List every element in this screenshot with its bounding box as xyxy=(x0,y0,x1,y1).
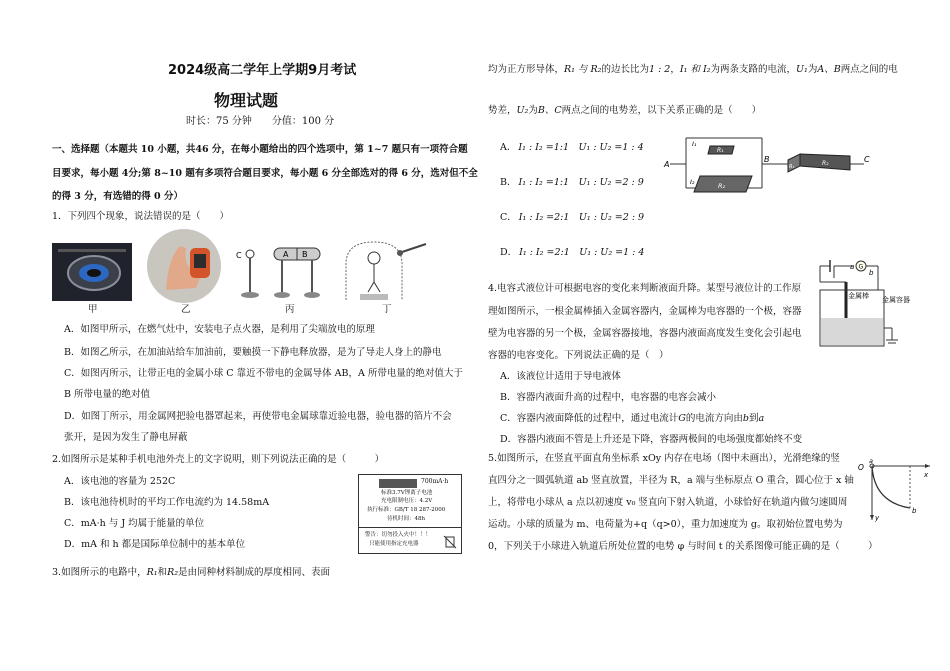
q3-circuit-i1: I₁ xyxy=(692,140,697,148)
q5-label-o: O xyxy=(858,463,864,472)
q3-option-d xyxy=(500,246,644,259)
q4-option-c-from: b xyxy=(742,413,749,424)
q1-fig-yi-hand xyxy=(146,228,222,304)
q5-label-a: a xyxy=(869,457,873,465)
q3-line3-b: 为 xyxy=(528,105,538,116)
q3-stem-left xyxy=(52,566,330,579)
q4-option-b: B．容器内液面升高的过程中，电容器的电容会减小 xyxy=(500,392,716,403)
subject-title: 物理试题 xyxy=(214,91,279,110)
q2-option-c: C．mA·h 与 J 均属于能量的单位 xyxy=(64,518,205,529)
q3-circuit-i2: I₂ xyxy=(690,178,695,186)
q3-option-a-text: I₁ : I₂ =1:1 U₁ : U₂ =1 : 4 xyxy=(518,142,644,153)
q3-line2-b: R₁ 与 R₂ xyxy=(564,64,602,75)
q2-stem: 2.如图所示是某种手机电池外壳上的文字说明，则下列说法正确的是（ ） xyxy=(52,454,385,465)
q2-battery-line2: 充电限制电压：4.2V xyxy=(381,498,433,504)
time-info: 时长：75 分钟 分值：100 分 xyxy=(186,116,335,127)
q3-r2: R₂ xyxy=(167,567,179,578)
q1-fig-jia-stove xyxy=(52,243,132,301)
q2-battery-line1: 标准3.7V锂离子电池 xyxy=(381,490,433,496)
q3-and: 和 xyxy=(157,567,168,578)
q3-circuit-r1: R₁ xyxy=(717,147,724,154)
q1-fig-label-ding: 丁 xyxy=(382,304,392,315)
q3-option-d-letter: D． xyxy=(500,247,518,258)
q4-label-g: G xyxy=(858,263,864,271)
section-intro-line3: 的得 3 分，有选错的得 0 分） xyxy=(52,191,183,202)
q5-line5: 0，下列关于小球进入轨道后所处位置的电势 φ 与时间 t 的关系图像可能正确的是（ ） xyxy=(488,541,878,552)
q3-stem-a: 3.如图所示的电路中， xyxy=(52,567,147,578)
q5-label-x: x xyxy=(924,471,929,479)
q3-i1i2: I₁ 和 I₂ xyxy=(679,64,711,75)
q4-label-container: 金属容器 xyxy=(882,296,910,304)
q5-line2: 直四分之一圆弧轨道 ab 竖直放置，半径为 R，a 端与坐标原点 O 重合，圆心位于 x 轴 xyxy=(488,475,854,486)
q4-label-b: b xyxy=(869,269,874,277)
q3-circuit-diagram xyxy=(660,132,872,198)
q3-option-c-letter: C． xyxy=(500,212,517,223)
q3-line2-e: 为两条支路的电流， xyxy=(710,64,797,75)
q3-circuit-b: B xyxy=(764,155,770,164)
q3-line2 xyxy=(488,63,898,76)
q1-option-d-line1: D．如图丁所示，用金属网把验电器罩起来，再使带电金属球靠近验电器，验电器的箔片不会 xyxy=(64,411,452,422)
q3-option-c-text: I₁ : I₂ =2:1 U₁ : U₂ =2 : 9 xyxy=(518,212,645,223)
q2-battery-bar xyxy=(379,479,417,488)
q1-option-c-line1: C．如图丙所示，让带正电的金属小球 C 靠近不带电的金属导体 AB，A 所带电量的绝对值大于 xyxy=(64,368,463,379)
q3-line3-a: 势差， xyxy=(488,105,517,116)
q1-tag-a: A xyxy=(283,250,289,259)
q3-line2-f: 为 xyxy=(807,64,818,75)
q3-line2-g: 两点之间的电 xyxy=(840,64,898,75)
q1-fig-ding-electroscope xyxy=(340,238,430,302)
q1-fig-label-jia: 甲 xyxy=(88,304,98,315)
q2-option-a: A．该电池的容量为 252C xyxy=(64,476,176,487)
q3-option-a-letter: A． xyxy=(500,142,517,153)
q4-line1: 4.电容式液位计可根据电容的变化来判断液面升降。某型号液位计的工作原 xyxy=(488,283,802,294)
q4-line3: 壁为电容器的另一个极，金属容器接地，容器内液面高度发生变化会引起电 xyxy=(488,328,802,339)
q5-arc-track-diagram xyxy=(852,456,932,524)
q2-battery-capacity: 700mA·h xyxy=(421,478,449,485)
q2-battery-warning1: 警告：切勿投入火中！！！ xyxy=(365,532,432,538)
q3-option-b-text: I₁ : I₂ =1:1 U₁ : U₂ =2 : 9 xyxy=(518,177,644,188)
trash-bin-icon xyxy=(443,533,457,549)
q4-option-c-g: G xyxy=(678,413,686,424)
q3-circuit-r2-right: R₂ xyxy=(822,160,829,167)
q1-fig-label-bing: 丙 xyxy=(285,304,295,315)
q2-battery-label xyxy=(358,474,462,554)
q4-option-c xyxy=(500,412,764,425)
q4-option-a: A．该液位计适用于导电液体 xyxy=(500,371,621,382)
q3-option-b xyxy=(500,176,644,189)
q3-line2-d: ， xyxy=(670,64,680,75)
q1-option-a: A．如图甲所示，在燃气灶中，安装电子点火器，是利用了尖端放电的原理 xyxy=(64,324,375,335)
q4-option-d: D．容器内液面不管是上升还是下降，容器两极间的电场强度都始终不变 xyxy=(500,434,803,445)
q5-line4: 运动。小球的质量为 m、电荷量为+q（q>0），重力加速度为 g。取初始位置电势为 xyxy=(488,519,843,530)
q4-line4: 容器的电容变化。下列说法正确的是（ ） xyxy=(488,350,669,361)
exam-title: 2024级高二学年上学期9月考试 xyxy=(168,63,357,78)
q3-line2-c: 的边长比为 xyxy=(601,64,649,75)
q1-fig-label-yi: 乙 xyxy=(181,304,191,315)
q3-u1: U₁ xyxy=(796,64,808,75)
q1-fig-bing-conductor xyxy=(232,242,332,302)
q3-line3 xyxy=(488,104,761,117)
q4-level-gauge-diagram xyxy=(812,256,920,350)
q3-option-d-text: I₁ : I₂ =2:1 U₁ : U₂ =1 : 4 xyxy=(519,247,645,258)
q3-line3-c: 两点之间的电势差，以下关系正确的是（ ） xyxy=(561,105,762,116)
q3-line2-a: 均为正方形导体， xyxy=(488,64,565,75)
q4-option-c-a: C．容器内液面降低的过程中，通过电流计 xyxy=(500,413,679,424)
q3-stem-b: 是由同种材料制成的厚度相同、表面 xyxy=(178,567,331,578)
section-intro-line2: 目要求，每小题 4分;第 8~10 题有多项符合题目要求，每小题 6 分全部选对的得 6 分，选对但不全 xyxy=(52,168,478,179)
q5-line1: 5.如图所示，在竖直平面直角坐标系 xOy 内存在电场（图中未画出），光滑绝缘的竖 xyxy=(488,453,840,464)
q4-option-c-to-text: 到 xyxy=(748,413,759,424)
q4-option-c-to: a xyxy=(758,413,765,424)
q4-label-rod: 金属棒 xyxy=(848,292,869,300)
q3-ab: A、B xyxy=(817,64,841,75)
q3-ratio: 1 : 2 xyxy=(649,64,671,75)
q1-tag-b: B xyxy=(302,250,308,259)
q5-line3: 上，将带电小球从 a 点以初速度 v₀ 竖直向下射入轨道，小球恰好在轨道内做匀速圆周 xyxy=(488,497,848,508)
q3-circuit-a: A xyxy=(664,160,670,169)
q3-circuit-r1-right: R₁ xyxy=(789,164,795,170)
q2-battery-line3: 执行标准：GB/T 18 287-2000 xyxy=(367,507,446,513)
q3-option-c xyxy=(500,211,644,224)
q2-option-b: B．该电池待机时的平均工作电流约为 14.58mA xyxy=(64,497,270,508)
q3-circuit-c: C xyxy=(864,155,870,164)
q2-battery-warning2: 只能使用指定充电器 xyxy=(369,541,419,547)
section-intro-line1: 一、选择题（本题共 10 小题，共46 分，在每小题给出的四个选项中，第 1~7 题只有一项符合题 xyxy=(52,144,468,155)
q1-option-b: B．如图乙所示，在加油站给车加油前，要触摸一下静电释放器，是为了导走人身上的静电 xyxy=(64,347,442,358)
q4-label-a: a xyxy=(850,263,855,271)
q1-stem: 1．下列四个现象，说法错误的是（ ） xyxy=(52,211,230,222)
q2-option-d: D．mA 和 h 都是国际单位制中的基本单位 xyxy=(64,539,246,550)
q3-option-a xyxy=(500,141,644,154)
q3-bc: B、C xyxy=(537,105,562,116)
q1-option-c-line2: B 所带电量的绝对值 xyxy=(64,389,151,400)
q4-option-c-b: 的电流方向由 xyxy=(685,413,743,424)
q1-tag-c: C xyxy=(236,251,242,260)
q3-circuit-r2: R₂ xyxy=(718,182,726,190)
q1-option-d-line2: 张开，是因为发生了静电屏蔽 xyxy=(64,432,188,443)
q3-option-b-letter: B． xyxy=(500,177,517,188)
q4-line2: 理如图所示，一根金属棒插入金属容器内，金属棒为电容器的一个极，容器 xyxy=(488,306,802,317)
q5-label-y: y xyxy=(875,514,880,522)
q3-u2: U₂ xyxy=(516,105,529,116)
q3-r1: R₁ xyxy=(146,567,158,578)
q2-battery-line4: 待机时间：48h xyxy=(387,516,426,522)
q5-label-b: b xyxy=(912,507,917,515)
